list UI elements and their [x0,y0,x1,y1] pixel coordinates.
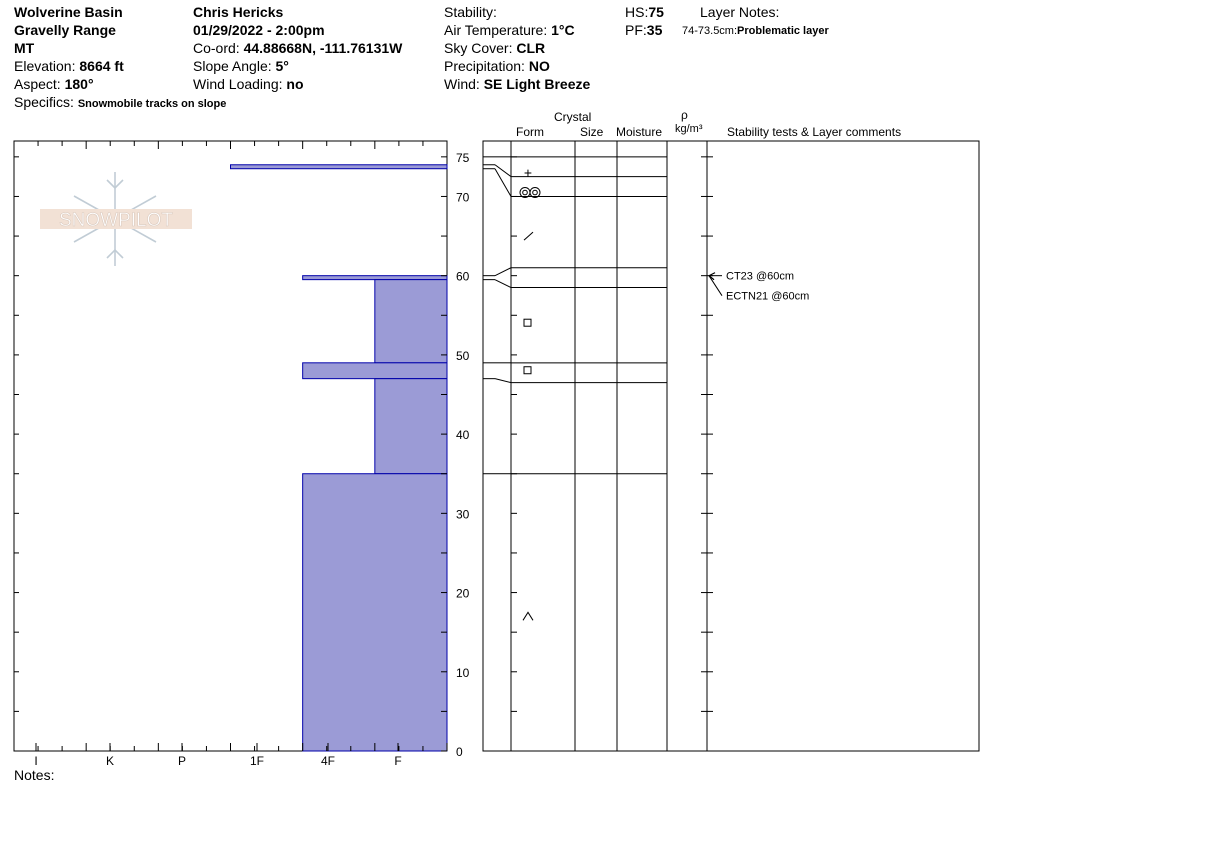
wind: SE Light Breeze [483,76,591,92]
hardness-tick-label: 1F [249,754,265,768]
logo-text: SNOWPILOT [58,210,174,231]
col-size: Size [580,125,604,139]
coord: 44.88668N, -111.76131W [243,40,403,56]
state: MT [14,40,35,56]
depth-tick-label: 60 [456,269,470,284]
col-rho: ρ [681,108,688,122]
col-density-unit: kg/m³ [675,123,703,135]
layer-connector [495,280,511,288]
layer-note-text: Problematic layer [737,25,829,37]
notes-label: Notes: [14,767,55,783]
air-temp-label: Air Temperature: [444,22,552,38]
hardness-bar [231,165,448,169]
location: Wolverine Basin [14,4,123,20]
depth-tick-label: 10 [456,665,470,680]
layer-connector [495,169,511,197]
col-moisture: Moisture [616,125,663,139]
grain-symbol [524,319,531,326]
precip: NO [528,58,550,74]
hardness-bar [303,363,447,379]
col-form: Form [516,125,544,139]
grain-symbol [524,232,533,240]
sky: CLR [516,40,546,56]
pf-label: PF: [625,22,647,38]
grain-symbol [523,190,528,195]
elevation-label: Elevation: [14,58,80,74]
stability-label: Stability: [444,4,497,20]
hardness-tick-label: K [105,754,115,768]
col-crystal: Crystal [554,110,592,124]
stability-test-label: CT23 @60cm [726,270,795,283]
depth-tick-label: 20 [456,586,470,601]
grain-symbol [533,190,538,195]
pf: 35 [646,22,663,38]
hardness-tick-label: F [394,754,402,768]
hardness-bar [303,276,447,280]
hardness-tick-label: P [177,754,187,768]
layer-table [483,141,979,751]
air-temp: 1°C [551,22,575,38]
mountain-range: Gravelly Range [14,22,116,38]
layer-note-range: 74-73.5cm: [682,25,738,37]
layer-notes-label: Layer Notes: [700,4,780,20]
depth-tick-label: 0 [456,745,463,759]
hs: 75 [648,4,664,20]
col-comments: Stability tests & Layer comments [727,125,902,139]
slope: 5° [275,58,289,74]
layer-connector [495,165,511,177]
grain-symbol [524,367,531,374]
wind-loading: no [286,76,304,92]
hardness-plot [14,141,470,768]
depth-tick-label: 30 [456,507,470,522]
depth-tick-label: 75 [456,150,470,165]
stability-test-label: ECTN21 @60cm [726,290,810,303]
depth-tick-label: 50 [456,348,470,363]
layer-table-frame [483,141,979,751]
hardness-tick-label: I [34,754,38,768]
specifics: Snowmobile tracks on slope [77,98,227,110]
hs-label: HS: [625,4,649,20]
wind-loading-label: Wind Loading: [193,76,287,92]
hardness-bar [375,379,447,474]
stability-arrow [709,276,722,296]
aspect: 180° [64,76,94,92]
observer: Chris Hericks [193,4,284,20]
depth-tick-label: 40 [456,428,470,443]
wind-label: Wind: [444,76,484,92]
layer-connector [495,379,511,383]
aspect-label: Aspect: [14,76,65,92]
specifics-label: Specifics: [14,94,78,110]
slope-label: Slope Angle: [193,58,276,74]
coord-label: Co-ord: [193,40,244,56]
hardness-bar [375,280,447,363]
snowpilot-logo [40,172,192,266]
hardness-bar [303,474,447,751]
grain-symbol: + [523,164,533,181]
elevation: 8664 ft [79,58,124,74]
precip-label: Precipitation: [444,58,529,74]
sky-label: Sky Cover: [444,40,517,56]
datetime: 01/29/2022 - 2:00pm [193,22,325,38]
hardness-tick-label: 4F [320,754,336,768]
grain-symbol [523,612,533,620]
depth-tick-label: 70 [456,190,470,205]
layer-connector [495,268,511,276]
